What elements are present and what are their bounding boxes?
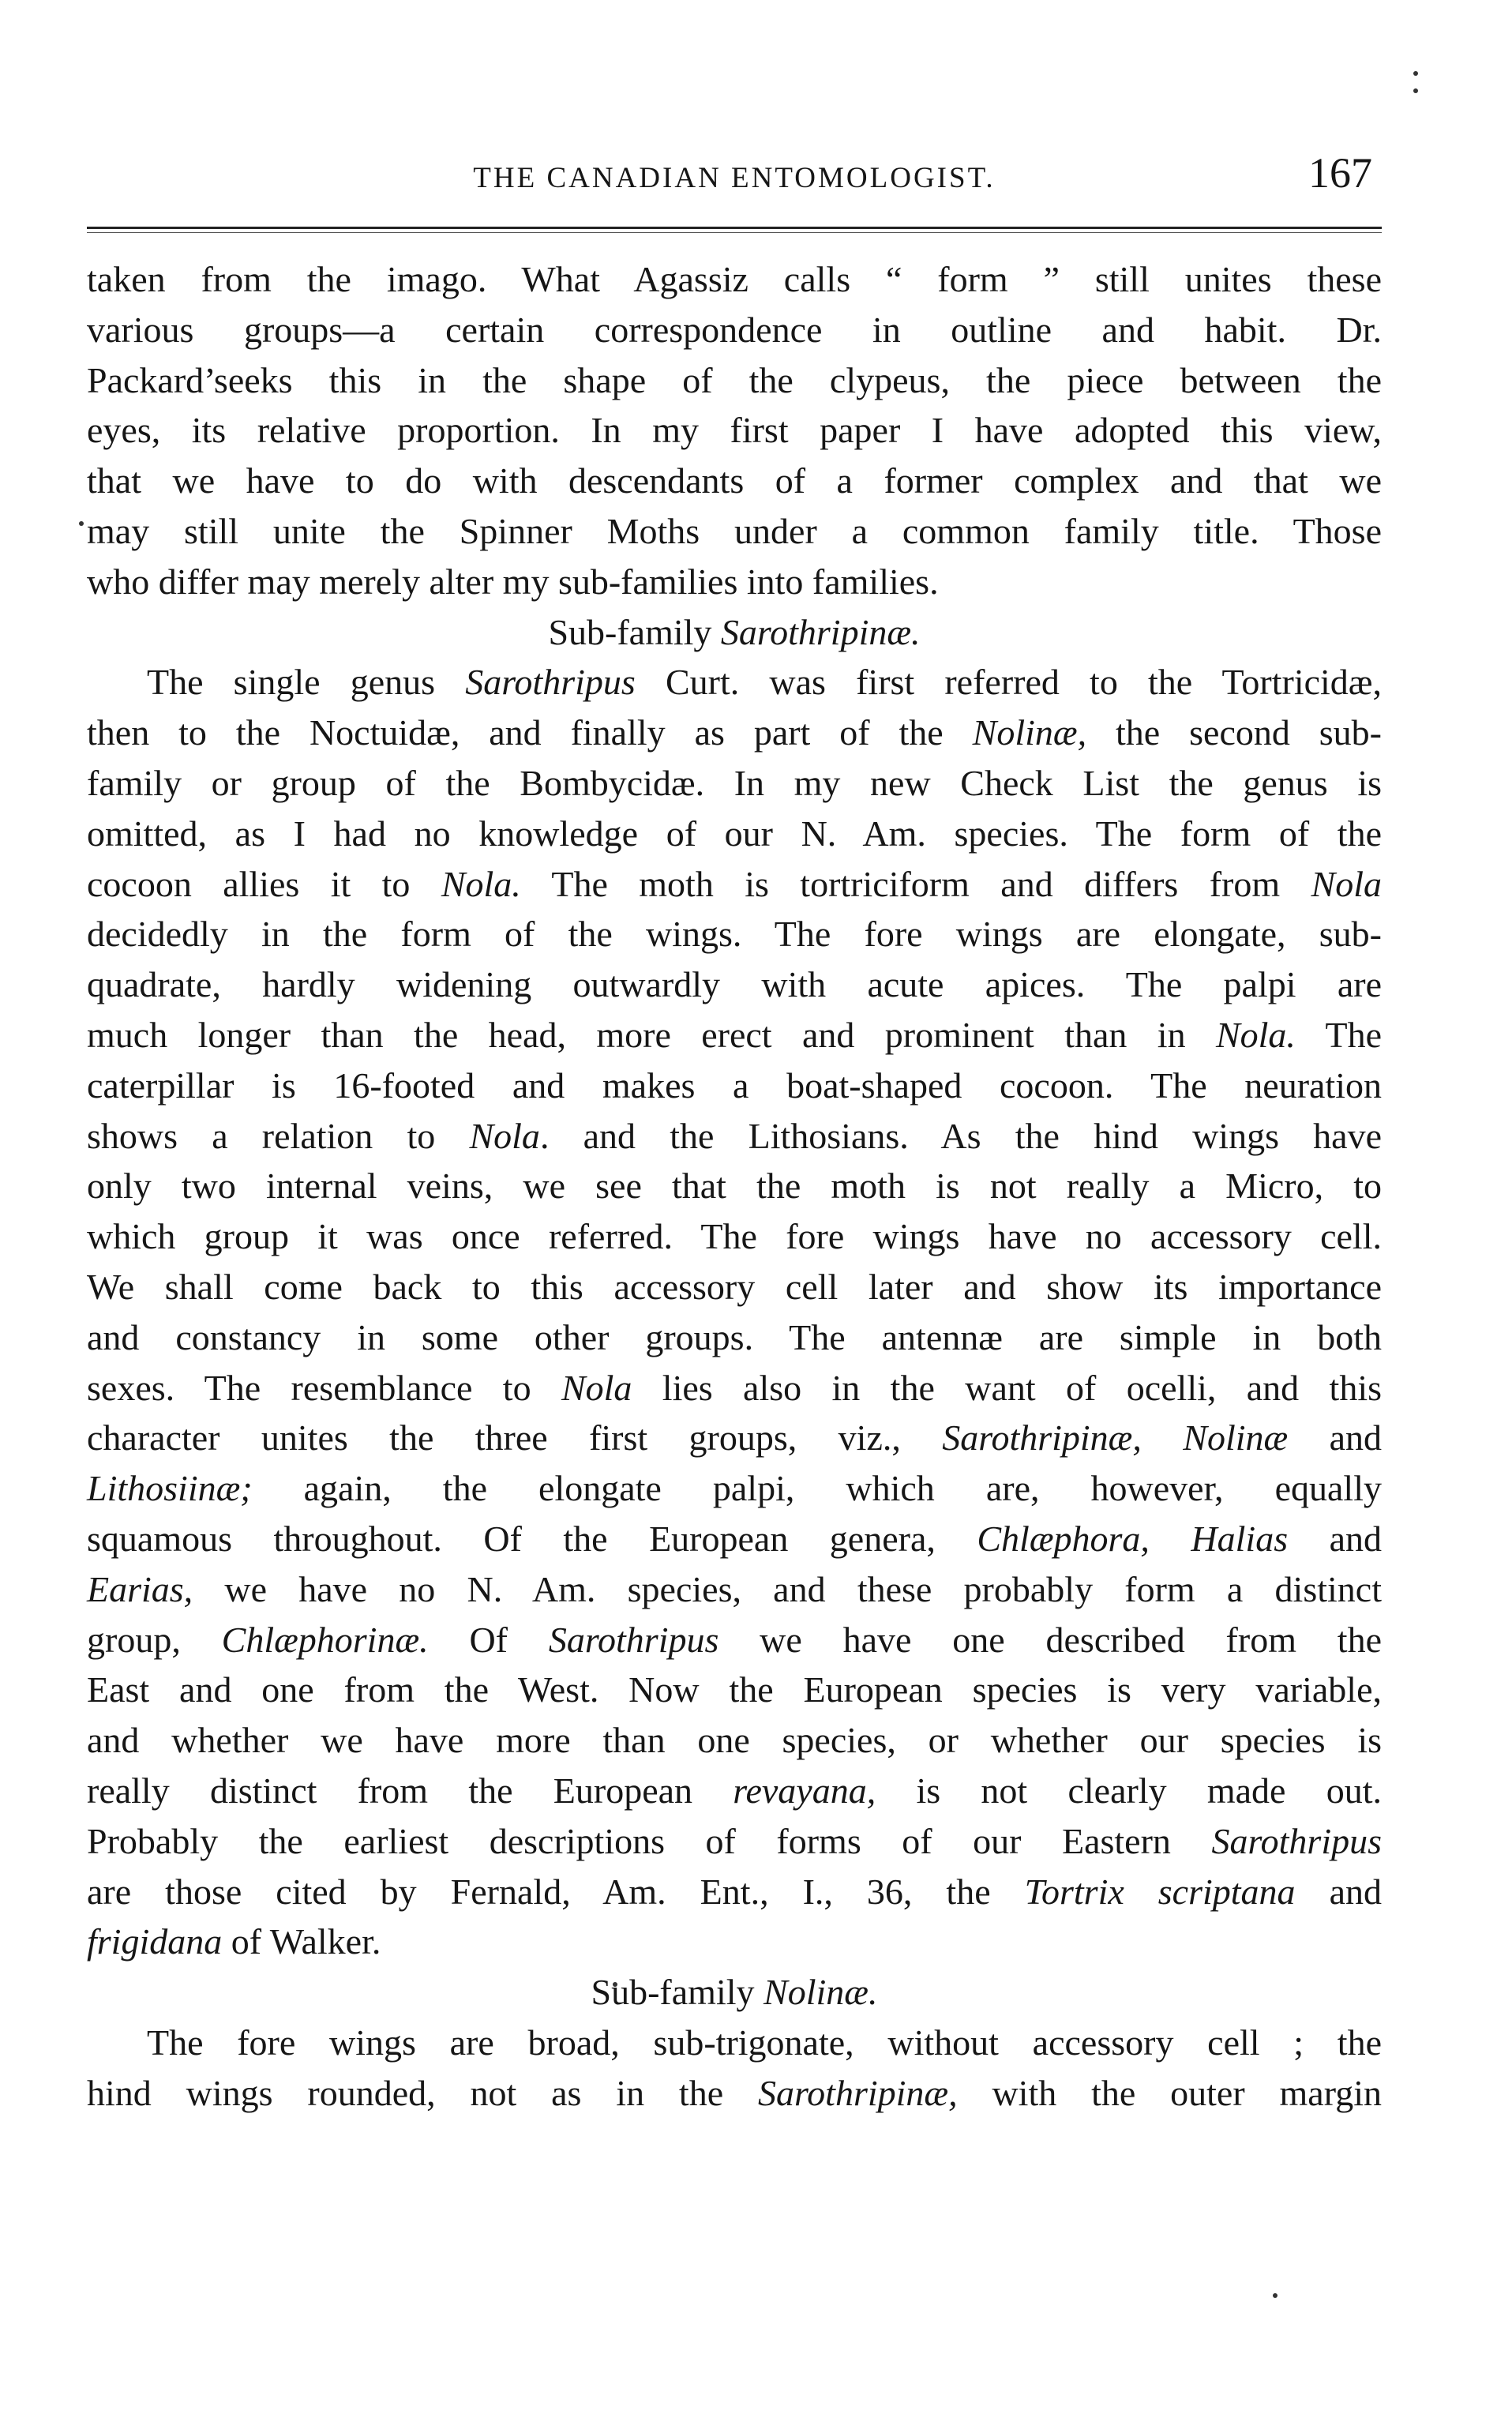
text-line xyxy=(87,1867,1382,1917)
text-line xyxy=(87,758,1382,809)
text-run: we have no N. Am. species, and these probably form a distinct xyxy=(193,1568,1382,1609)
running-title: THE CANADIAN ENTOMOLOGIST. xyxy=(473,162,996,194)
text-run: various groups—a certain correspondence in outline and habit. Dr. xyxy=(87,309,1382,350)
text-run: again, the elongate palpi, which are, however, equally xyxy=(252,1468,1382,1509)
text-run: of Walker. xyxy=(222,1921,381,1962)
text-line xyxy=(87,2018,1382,2068)
page-header xyxy=(87,148,1382,204)
text-line xyxy=(87,1615,1382,1665)
text-line xyxy=(87,254,1382,305)
text-run: who differ may merely alter my sub-families into families. xyxy=(87,561,939,602)
text-line xyxy=(87,2068,1382,2119)
text-line xyxy=(87,355,1382,406)
text-run: The single genus xyxy=(147,662,466,703)
italic-taxon-text: Chlæphora, Halias xyxy=(977,1518,1289,1559)
text-line xyxy=(87,557,1382,607)
text-run: Probably the earliest descriptions of forms of our Eastern xyxy=(87,1820,1212,1861)
italic-taxon-text: Sarothripus xyxy=(548,1619,719,1660)
text-run: squamous throughout. Of the European genera, xyxy=(87,1518,977,1559)
text-line xyxy=(87,1463,1382,1514)
text-run: sexes. The resemblance to xyxy=(87,1367,561,1408)
text-run: shows a relation to xyxy=(87,1115,470,1156)
text-run: group, xyxy=(87,1619,222,1660)
scan-speck xyxy=(79,521,84,526)
text-line xyxy=(87,1010,1382,1061)
text-line xyxy=(87,1766,1382,1816)
text-run: taken from the imago. What Agassiz calls “ form ” still unites these xyxy=(87,259,1382,299)
text-line xyxy=(87,859,1382,910)
text-run: hind wings rounded, not as in the xyxy=(87,2072,758,2113)
text-run: only two internal veins, we see that the moth is not really a Micro, to xyxy=(87,1166,1382,1207)
italic-taxon-text: Nola xyxy=(561,1367,632,1408)
text-run: we have one described from the xyxy=(718,1619,1382,1660)
heading-taxon: Nolinæ. xyxy=(764,1972,878,2013)
text-line xyxy=(87,506,1382,557)
subfamily-heading-nolinae xyxy=(87,1967,1382,2018)
text-line xyxy=(87,708,1382,758)
text-run: The moth is tortriciform and differs from xyxy=(520,863,1311,904)
text-line xyxy=(87,1363,1382,1413)
italic-taxon-text: revayana, xyxy=(733,1770,876,1811)
text-line xyxy=(87,1514,1382,1564)
text-run: and xyxy=(1295,1871,1382,1912)
text-line xyxy=(87,1564,1382,1615)
text-run: We shall come back to this accessory cell later and show its importance xyxy=(87,1266,1382,1307)
text-run: omitted, as I had no knowledge of our N. Am. species. The form of the xyxy=(87,813,1382,854)
text-line xyxy=(87,959,1382,1010)
italic-taxon-text: Earias, xyxy=(87,1568,193,1609)
italic-taxon-text: Chlæphorinæ. xyxy=(221,1619,429,1660)
text-run: Curt. was first referred to the Tortricidæ, xyxy=(635,662,1382,703)
text-run: family or group of the Bombycidæ. In my new Check List the genus is xyxy=(87,762,1382,803)
text-run: Packard’seeks this in the shape of the clypeus, the piece between the xyxy=(87,359,1382,400)
text-run: . and the Lithosians. As the hind wings have xyxy=(539,1115,1382,1156)
text-run: much longer than the head, more erect and prominent than in xyxy=(87,1014,1216,1055)
text-line xyxy=(87,405,1382,456)
heading-prefix: Sub-family xyxy=(591,1972,764,2013)
text-run: The xyxy=(1295,1014,1383,1055)
text-line xyxy=(87,1111,1382,1162)
text-line xyxy=(87,1312,1382,1363)
text-line xyxy=(87,809,1382,859)
paragraph-1 xyxy=(87,254,1382,607)
text-line xyxy=(87,1715,1382,1766)
text-run: which group it was once referred. The fore wings have no accessory cell. xyxy=(87,1216,1382,1257)
text-run: really distinct from the European xyxy=(87,1770,733,1811)
text-line xyxy=(87,305,1382,355)
body-text xyxy=(87,254,1382,2118)
italic-taxon-text: Sarothripinæ, xyxy=(757,2072,958,2113)
text-run: decidedly in the form of the wings. The fore wings are elongate, sub- xyxy=(87,914,1382,955)
text-run: Of xyxy=(428,1619,549,1660)
text-line xyxy=(87,1665,1382,1715)
italic-taxon-text: Lithosiinæ; xyxy=(87,1468,253,1509)
text-line xyxy=(87,456,1382,506)
heading-prefix: Sub-family xyxy=(548,611,721,652)
italic-taxon-text: Tortrix scriptana xyxy=(1024,1871,1296,1912)
text-line xyxy=(87,909,1382,959)
text-run: and xyxy=(1288,1417,1382,1459)
text-line xyxy=(87,1161,1382,1211)
italic-taxon-text: Nola. xyxy=(1215,1014,1296,1055)
text-run: character unites the three first groups, viz., xyxy=(87,1417,943,1459)
text-line xyxy=(87,1917,1382,1967)
text-line xyxy=(87,1061,1382,1111)
text-line xyxy=(87,1413,1382,1463)
page-number: 167 xyxy=(1308,149,1372,197)
text-run: and xyxy=(1288,1518,1382,1559)
text-run: with the outer margin xyxy=(957,2072,1382,2113)
paragraph-3 xyxy=(87,2018,1382,2119)
text-run: lies also in the want of ocelli, and this xyxy=(632,1367,1382,1408)
text-line xyxy=(87,1816,1382,1867)
scan-speck xyxy=(1273,2293,1278,2298)
text-run: and whether we have more than one species, or whether our species is xyxy=(87,1720,1382,1761)
text-run: is not clearly made out. xyxy=(876,1770,1382,1811)
header-rule xyxy=(87,227,1382,233)
text-line xyxy=(87,657,1382,708)
text-run: quadrate, hardly widening outwardly with acute apices. The palpi are xyxy=(87,964,1382,1005)
scan-speck xyxy=(1413,88,1418,93)
text-run: cocoon allies it to xyxy=(87,863,441,904)
text-run: and constancy in some other groups. The antennæ are simple in both xyxy=(87,1316,1382,1357)
italic-taxon-text: Nolinæ, xyxy=(972,712,1087,753)
text-run: East and one from the West. Now the European species is very variable, xyxy=(87,1669,1382,1710)
italic-taxon-text: Nola xyxy=(469,1115,540,1156)
italic-taxon-text: Sarothripus xyxy=(465,662,636,703)
text-run: then to the Noctuidæ, and finally as part of the xyxy=(87,712,973,753)
italic-taxon-text: Sarothripus xyxy=(1211,1820,1382,1861)
text-run: caterpillar is 16-footed and makes a boat-shaped cocoon. The neuration xyxy=(87,1064,1382,1106)
text-run: the second sub- xyxy=(1086,712,1382,753)
paragraph-2 xyxy=(87,657,1382,1967)
scan-speck xyxy=(1413,71,1418,76)
text-run: may still unite the Spinner Moths under a common family title. Those xyxy=(87,510,1382,551)
text-run: are those cited by Fernald, Am. Ent., I., 36, the xyxy=(87,1871,1025,1912)
text-run: that we have to do with descendants of a former complex and that we xyxy=(87,460,1382,501)
italic-taxon-text: Sarothripinæ, Nolinæ xyxy=(942,1417,1289,1459)
text-line xyxy=(87,1211,1382,1262)
italic-taxon-text: Nola xyxy=(1311,863,1382,904)
heading-taxon: Sarothripinæ. xyxy=(720,611,921,652)
italic-taxon-text: Nola. xyxy=(441,863,521,904)
text-run: The fore wings are broad, sub-trigonate, without accessory cell ; the xyxy=(147,2022,1382,2063)
subfamily-heading-sarothripinae xyxy=(87,607,1382,658)
text-line xyxy=(87,1262,1382,1312)
text-run: eyes, its relative proportion. In my first paper I have adopted this view, xyxy=(87,410,1382,451)
italic-taxon-text: frigidana xyxy=(87,1921,223,1962)
